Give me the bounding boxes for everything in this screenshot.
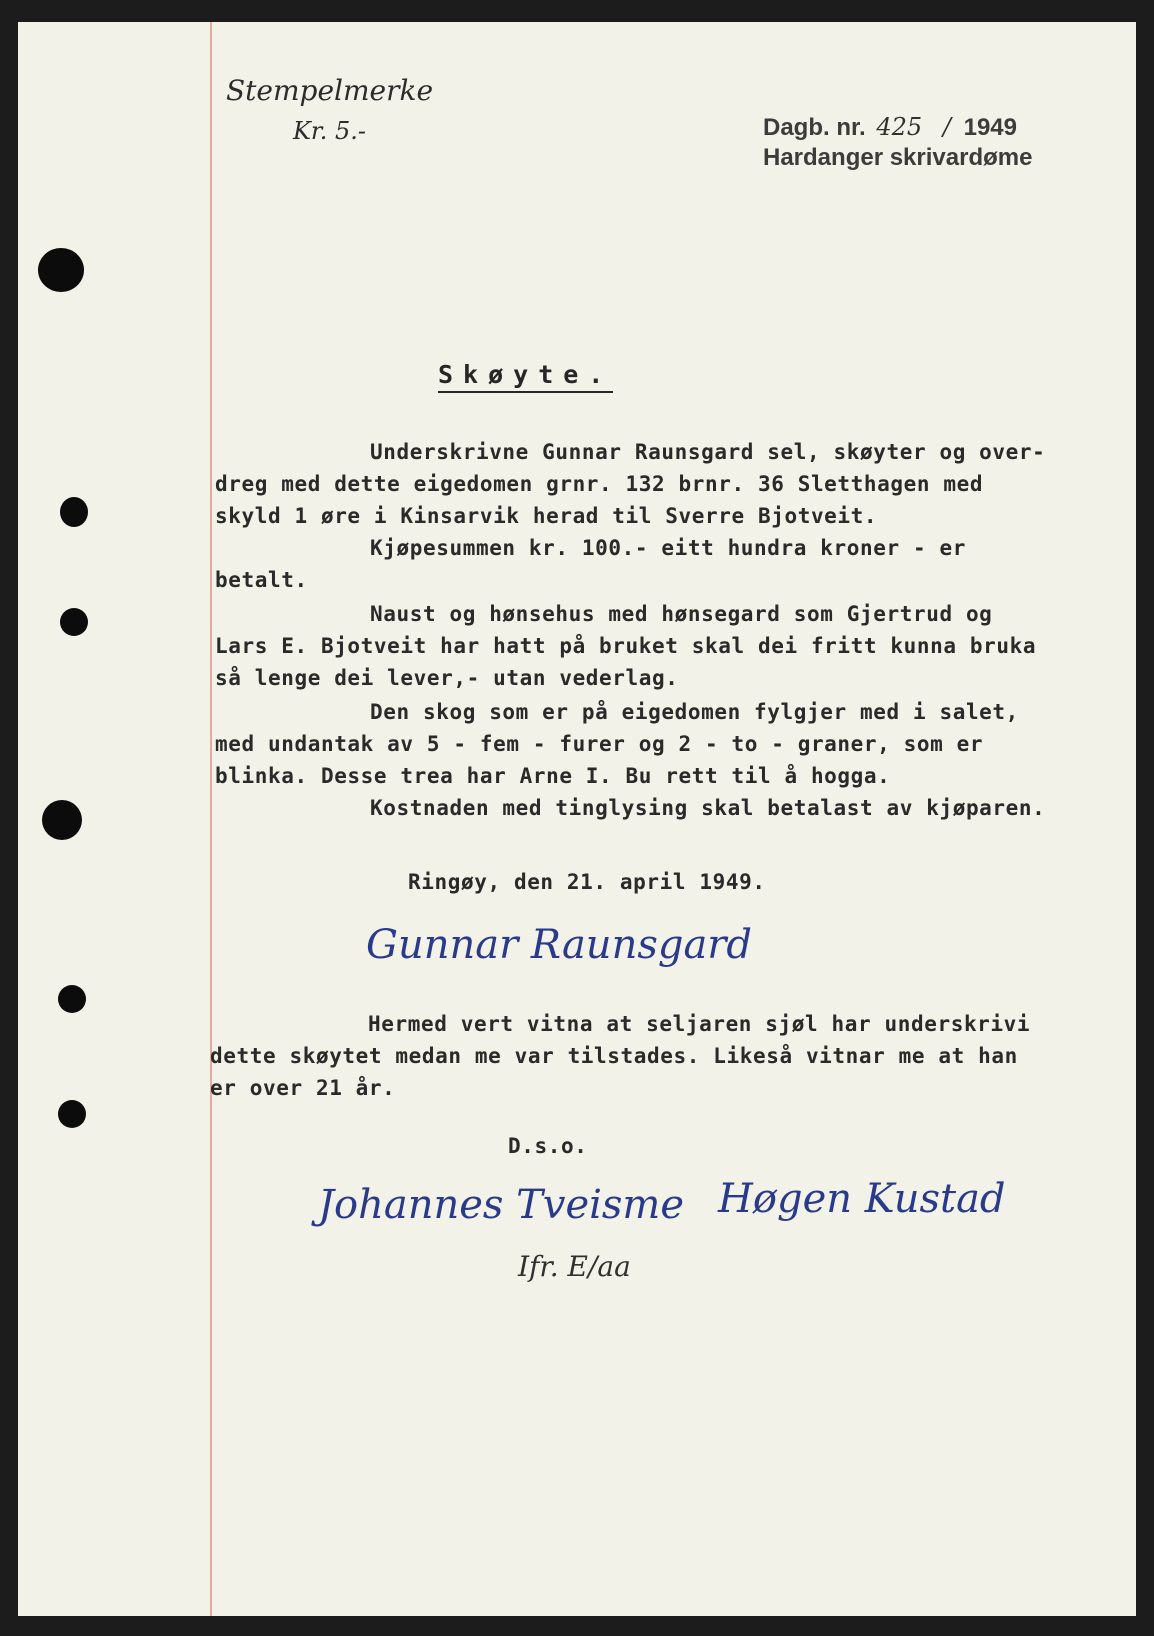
punch-hole	[58, 1100, 86, 1128]
witness-line: er over 21 år.	[210, 1076, 396, 1100]
registry-sep: /	[942, 113, 951, 141]
stamp-note-line1: Stempelmerke	[226, 74, 434, 107]
seller-signature: Gunnar Raunsgard	[366, 922, 753, 968]
body-line: Kostnaden med tinglysing skal betalast av kjøparen.	[370, 796, 1046, 820]
registry-line	[763, 112, 1032, 143]
body-line: betalt.	[215, 568, 308, 592]
place-date: Ringøy, den 21. april 1949.	[408, 870, 766, 894]
body-line: skyld 1 øre i Kinsarvik herad til Sverre Bjotveit.	[215, 504, 878, 528]
witness-signature-2: Høgen Kustad	[718, 1176, 1006, 1222]
dso-mark: D.s.o.	[508, 1134, 588, 1158]
punch-hole	[60, 608, 88, 636]
punch-hole	[58, 985, 86, 1013]
body-line: Naust og hønsehus med hønsegard som Gjertrud og	[370, 602, 993, 626]
registry-prefix: Dagb. nr.	[763, 114, 866, 141]
document-page	[18, 22, 1136, 1616]
stamp-note-line2: Kr. 5.-	[293, 117, 367, 145]
witness-line: dette skøytet medan me var tilstades. Likeså vitnar me at han	[210, 1044, 1018, 1068]
punch-hole	[38, 248, 84, 292]
punch-hole	[42, 800, 82, 840]
registry-office: Hardanger skrivardøme	[763, 144, 1033, 171]
document-title: Skøyte.	[438, 360, 613, 393]
body-line: blinka. Desse trea har Arne I. Bu rett til å hogga.	[215, 764, 891, 788]
margin-line	[210, 22, 212, 1616]
body-line: Underskrivne Gunnar Raunsgard sel, skøyter og over-	[370, 440, 1046, 464]
body-line: Den skog som er på eigedomen fylgjer med i salet,	[370, 700, 1019, 724]
clerk-initials: Ifr. E/aa	[518, 1250, 631, 1283]
registry-year: 1949	[963, 114, 1017, 141]
body-line: Kjøpesummen kr. 100.- eitt hundra kroner - er	[370, 536, 966, 560]
registry-stamp	[763, 112, 1032, 173]
witness-line: Hermed vert vitna at seljaren sjøl har underskrivi	[368, 1012, 1031, 1036]
punch-hole	[60, 497, 88, 527]
witness-signature-1: Johannes Tveisme	[318, 1182, 685, 1228]
body-line: Lars E. Bjotveit har hatt på bruket skal dei fritt kunna bruka	[215, 634, 1037, 658]
body-line: så lenge dei lever,- utan vederlag.	[215, 666, 679, 690]
registry-number: 425	[876, 113, 923, 141]
body-line: med undantak av 5 - fem - furer og 2 - to - graner, som er	[215, 732, 984, 756]
body-line: dreg med dette eigedomen grnr. 132 brnr. 36 Sletthagen med	[215, 472, 984, 496]
